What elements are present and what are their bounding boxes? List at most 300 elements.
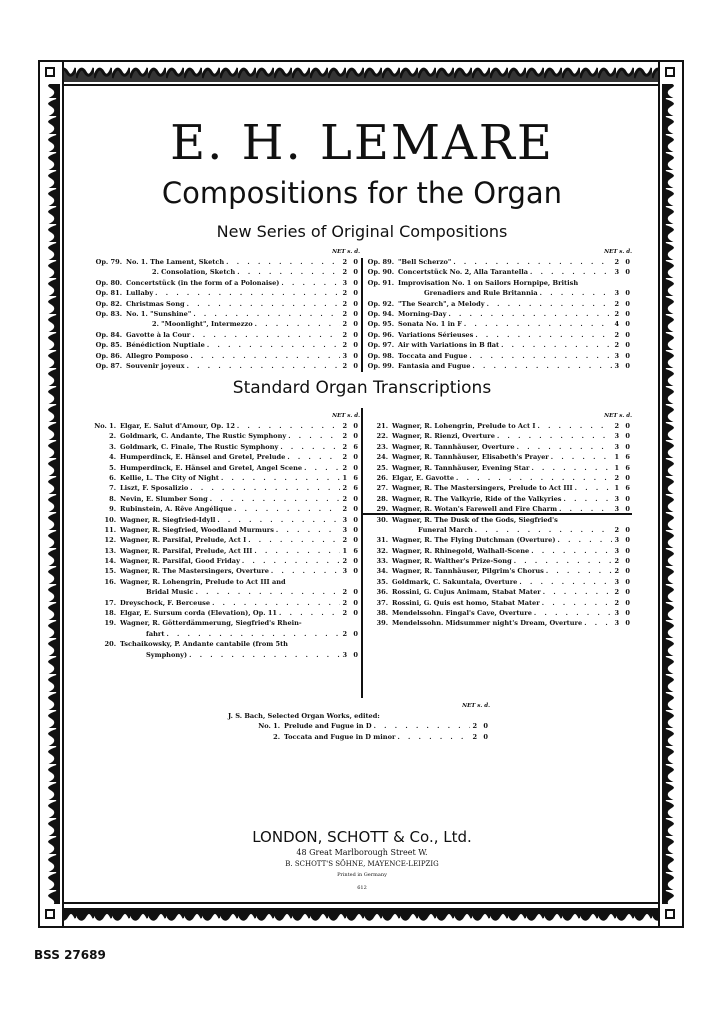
item-title: Fantasia and Fugue: [398, 361, 471, 370]
item-price: 3 0: [614, 432, 632, 441]
item-number: Op. 95.: [367, 320, 394, 329]
item-number: Op. 81.: [95, 289, 122, 298]
item-price: 2 0: [614, 525, 632, 534]
item-title: Wagner, R. Lohengrin, Prelude to Act III and: [120, 577, 286, 586]
item-number: 7.: [109, 484, 116, 493]
list-item: [366, 515, 632, 525]
item-title: Wagner, R. The Flying Dutchman (Overture): [392, 536, 556, 545]
border-bottom: [40, 902, 682, 926]
item-title: Air with Variations in B flat: [398, 341, 500, 350]
leader-dots: [212, 598, 340, 608]
item-number: No. 1.: [94, 421, 116, 430]
item-number: 32.: [376, 546, 388, 555]
item-title: Wagner, R. Siegfried-Idyll: [120, 515, 216, 524]
leader-dots: [469, 351, 612, 361]
leader-dots: [190, 483, 340, 493]
item-title: Tschaikowsky, P. Andante cantabile (from 5th: [120, 640, 288, 649]
leader-dots: [237, 267, 340, 277]
list-item: [94, 546, 360, 556]
item-price: 2 0: [614, 598, 632, 607]
list-item: [92, 309, 360, 319]
item-title: Toccata and Fugue in D minor: [284, 732, 396, 741]
item-number: 12.: [104, 536, 116, 545]
publisher-name: LONDON, SCHOTT & Co., Ltd.: [252, 828, 472, 846]
leader-dots: [472, 361, 612, 371]
list-item: [364, 309, 632, 319]
item-title: Dreyschock, F. Berceuse: [120, 598, 211, 607]
item-number: Op. 87.: [95, 361, 122, 370]
item-number: Op. 82.: [95, 299, 122, 308]
item-number: 25.: [376, 463, 388, 472]
item-price: 3 0: [614, 609, 632, 618]
list-item: [364, 299, 632, 309]
item-number: Op. 97.: [367, 341, 394, 350]
leader-dots: [217, 515, 340, 525]
item-price: 3 0: [342, 567, 360, 576]
item-number: 9.: [109, 505, 116, 514]
item-title: Grenadiers and Rule Britannia: [424, 289, 538, 298]
item-number: 31.: [376, 536, 388, 545]
item-title: Wagner, R. Parsifal, Good Friday: [120, 557, 240, 566]
leader-dots: [540, 288, 612, 298]
item-price: 2 0: [472, 732, 490, 741]
item-price: 2 0: [342, 557, 360, 566]
item-title: Rubinstein, A. Rêve Angélique: [120, 505, 233, 514]
item-price: 3 0: [342, 515, 360, 524]
list-item: [94, 598, 360, 608]
item-title: Improvisation No. 1 on Sailors Hornpipe, British: [398, 278, 579, 287]
item-title: Wagner, R. Lohengrin, Prelude to Act I: [392, 421, 536, 430]
list-item: [92, 351, 360, 361]
item-price: 3 0: [614, 268, 632, 277]
item-number: No. 1.: [258, 722, 280, 731]
leader-dots: [464, 319, 612, 329]
list-item: [92, 257, 360, 267]
item-number: 33.: [376, 557, 388, 566]
item-price: 2 0: [614, 473, 632, 482]
item-price: 2 0: [614, 299, 632, 308]
item-title: Wagner, R. Tannhäuser, Overture: [392, 442, 515, 451]
item-price: 2 0: [342, 463, 360, 472]
transcriptions-right: [366, 412, 632, 629]
leader-dots: [453, 257, 612, 267]
leader-dots: [497, 431, 612, 441]
list-item: [366, 577, 632, 587]
list-item: [94, 587, 360, 597]
item-price: 2 0: [342, 341, 360, 350]
item-number: 17.: [104, 598, 116, 607]
list-item: [366, 494, 632, 504]
item-price: 3 0: [614, 351, 632, 360]
list-item: [366, 452, 632, 462]
corner-ornament: [660, 904, 682, 926]
price-header: NET s. d.: [332, 413, 360, 419]
leader-dots: [537, 421, 612, 431]
item-price: 3 0: [614, 361, 632, 370]
list-item: [364, 351, 632, 361]
item-title: Elgar, E. Gavotte: [392, 473, 455, 482]
publisher-affiliate: B. SCHOTT'S SÖHNE, MAYENCE-LEIPZIG: [285, 860, 439, 868]
item-number: Op. 86.: [95, 351, 122, 360]
item-title: Wagner, R. The Dusk of the Gods, Siegfried's: [392, 515, 558, 524]
list-item: [94, 629, 360, 639]
list-item: [92, 288, 360, 298]
list-item: [94, 463, 360, 473]
item-number: 6.: [109, 473, 116, 482]
leader-dots: [254, 546, 340, 556]
item-title: Allegro Pomposo: [126, 351, 189, 360]
item-number: 22.: [376, 432, 388, 441]
list-item: [92, 340, 360, 350]
item-price: 2 6: [342, 484, 360, 493]
item-title: Christmas Song: [126, 299, 185, 308]
plate-number: 612: [357, 885, 367, 891]
item-price: 3 0: [342, 525, 360, 534]
leader-dots: [207, 340, 340, 350]
list-item: [366, 483, 632, 493]
list-item: [94, 577, 360, 587]
leader-dots: [546, 566, 612, 576]
item-price: 3 0: [614, 505, 632, 514]
item-price: 2 0: [614, 421, 632, 430]
leader-dots: [226, 257, 340, 267]
item-price: 4 0: [614, 320, 632, 329]
price-header: NET s. d.: [604, 249, 632, 255]
price-header: NET s. d.: [332, 249, 360, 255]
corner-ornament: [660, 62, 682, 84]
leader-dots: [475, 330, 612, 340]
item-number: 2.: [273, 732, 280, 741]
border-top: [40, 62, 682, 86]
list-item: [94, 421, 360, 431]
leader-dots: [196, 587, 340, 597]
original-compositions-right: [364, 248, 632, 371]
item-number: 5.: [109, 463, 116, 472]
item-price: 2 0: [614, 330, 632, 339]
item-price: 2 0: [342, 421, 360, 430]
column-divider: [361, 408, 363, 698]
item-title: Mendelssohn. Midsummer night's Dream, Overture: [392, 619, 583, 628]
item-price: 2 0: [342, 598, 360, 607]
list-item: [366, 556, 632, 566]
leader-dots: [304, 463, 340, 473]
item-number: 2.: [109, 432, 116, 441]
leader-dots: [543, 587, 612, 597]
printed-note: Printed in Germany: [337, 872, 387, 878]
leader-dots: [514, 556, 612, 566]
item-number: Op. 85.: [95, 341, 122, 350]
list-item: [366, 473, 632, 483]
item-price: 2 0: [614, 309, 632, 318]
list-item: [92, 319, 360, 329]
item-number: Op. 84.: [95, 330, 122, 339]
list-item: [94, 556, 360, 566]
item-title: Nevin, E. Slumber Song: [120, 494, 208, 503]
item-title: Funeral March: [418, 525, 473, 534]
item-title: Gavotte à la Cour: [126, 330, 191, 339]
item-title: Goldmark, C. Andante, The Rustic Symphony: [120, 432, 287, 441]
item-title: Mendelssohn. Fingal's Cave, Overture: [392, 609, 532, 618]
leader-dots: [193, 309, 340, 319]
item-title: Symphony): [146, 650, 188, 659]
item-price: 3 0: [342, 650, 360, 659]
item-title: Liszt, F. Sposalizio: [120, 484, 189, 493]
item-number: 39.: [376, 619, 388, 628]
list-item: [366, 566, 632, 576]
item-title: Prelude and Fugue in D: [284, 722, 372, 731]
item-title: Wagner, R. Siegfried, Woodland Murmurs: [120, 525, 274, 534]
item-number: 20.: [104, 640, 116, 649]
leader-dots: [187, 299, 340, 309]
item-price: 1 6: [614, 484, 632, 493]
item-title: 2. Consolation, Sketch: [152, 268, 236, 277]
list-item: [366, 587, 632, 597]
item-price: 2 0: [342, 268, 360, 277]
list-item: [228, 721, 490, 731]
item-number: 16.: [104, 577, 116, 586]
item-price: 3 0: [342, 278, 360, 287]
transcriptions-left: [94, 412, 360, 660]
item-title: No. 1. The Lament, Sketch: [126, 257, 225, 266]
list-item: [364, 278, 632, 288]
item-title: Wagner, R. The Valkyrie, Ride of the Valkyries: [392, 494, 562, 503]
list-item: [364, 257, 632, 267]
item-number: 3.: [109, 442, 116, 451]
leader-dots: [448, 309, 612, 319]
list-item: [92, 361, 360, 371]
item-price: 2 0: [614, 557, 632, 566]
original-compositions-left: [92, 248, 360, 371]
list-item: [366, 463, 632, 473]
leader-dots: [475, 525, 612, 535]
leader-dots: [530, 267, 612, 277]
item-price: 3 0: [614, 577, 632, 586]
item-number: 35.: [376, 577, 388, 586]
item-price: 3 0: [614, 536, 632, 545]
item-number: Op. 89.: [367, 257, 394, 266]
item-price: 2 0: [342, 629, 360, 638]
item-number: 14.: [104, 557, 116, 566]
list-item: [364, 340, 632, 350]
column-divider: [361, 258, 363, 372]
item-number: 24.: [376, 453, 388, 462]
leader-dots: [287, 452, 340, 462]
list-item: [94, 515, 360, 525]
item-price: 2 0: [342, 289, 360, 298]
item-title: Wagner, R. Götterdämmerung, Siegfried's Rhein-: [120, 619, 302, 628]
list-item: [94, 535, 360, 545]
item-title: Rossini, G. Cujus Animam, Stabat Mater: [392, 588, 541, 597]
item-price: 2 0: [342, 536, 360, 545]
item-title: Concertstück (in the form of a Polonaise): [126, 278, 280, 287]
item-number: 34.: [376, 567, 388, 576]
item-price: 2 0: [342, 257, 360, 266]
list-item: [364, 288, 632, 298]
leader-dots: [237, 421, 340, 431]
item-price: 2 0: [342, 330, 360, 339]
list-item: [94, 452, 360, 462]
list-item: [94, 650, 360, 660]
leader-dots: [584, 618, 612, 628]
list-item: [94, 639, 360, 649]
list-item: [92, 330, 360, 340]
item-price: 3 0: [614, 494, 632, 503]
item-price: 2 0: [614, 341, 632, 350]
list-item: [366, 598, 632, 608]
item-title: Elgar, E. Salut d'Amour, Op. 12: [120, 421, 235, 430]
item-number: Op. 96.: [367, 330, 394, 339]
leader-dots: [255, 319, 340, 329]
list-item: [366, 421, 632, 431]
leader-dots: [155, 288, 340, 298]
leader-dots: [551, 452, 612, 462]
leader-dots: [281, 278, 340, 288]
item-number: 29.: [376, 505, 388, 514]
item-number: Op. 92.: [367, 299, 394, 308]
leader-dots: [276, 525, 340, 535]
list-item: [364, 330, 632, 340]
leader-dots: [501, 340, 612, 350]
leader-dots: [519, 577, 612, 587]
list-item: [228, 732, 490, 742]
item-title: Goldmark, C. Sakuntala, Overture: [392, 577, 518, 586]
item-price: 2 0: [342, 361, 360, 370]
item-title: Humperdinck, E. Hänsel and Gretel, Prelude: [120, 453, 286, 462]
leader-dots: [189, 650, 340, 660]
list-item: [366, 431, 632, 441]
item-title: Elgar, E. Sursum corda (Elevation), Op. 11: [120, 609, 278, 618]
leader-dots: [288, 431, 340, 441]
list-item: [94, 442, 360, 452]
item-price: 2 0: [342, 432, 360, 441]
leader-dots: [190, 351, 340, 361]
item-title: Bénédiction Nuptiale: [126, 341, 205, 350]
item-number: 21.: [376, 421, 388, 430]
composer-name: E. H. LEMARE: [170, 115, 554, 171]
item-title: Wagner, R. Parsifal, Prelude, Act III: [120, 546, 253, 555]
price-header: NET s. d.: [604, 413, 632, 419]
item-title: Rossini, G. Quis est homo, Stabat Mater: [392, 598, 540, 607]
item-number: Op. 83.: [95, 309, 122, 318]
item-number: 36.: [376, 588, 388, 597]
list-item: [366, 618, 632, 628]
item-title: Variations Sérieuses: [398, 330, 474, 339]
leader-dots: [557, 535, 612, 545]
list-item: [366, 608, 632, 618]
leader-dots: [192, 330, 340, 340]
leader-dots: [517, 442, 612, 452]
item-price: 1 6: [614, 463, 632, 472]
item-title: Wagner, R. Tannhäuser, Elisabeth's Prayer: [392, 453, 549, 462]
item-price: 3 0: [614, 289, 632, 298]
item-price: 1 6: [342, 473, 360, 482]
list-item: [94, 473, 360, 483]
corner-ornament: [40, 904, 62, 926]
item-title: Souvenir joyeux: [126, 361, 185, 370]
item-title: Wagner, R. Rienzi, Overture: [392, 432, 495, 441]
price-header: NET s. d.: [462, 703, 490, 709]
list-item: [364, 267, 632, 277]
catalog-number: BSS 27689: [34, 948, 106, 962]
item-price: 2 0: [614, 567, 632, 576]
item-number: 37.: [376, 598, 388, 607]
item-title: Wagner, R. Tannhäuser, Evening Star: [392, 463, 530, 472]
leader-dots: [280, 442, 340, 452]
leader-dots: [248, 535, 340, 545]
item-title: fahrt: [146, 629, 165, 638]
item-price: 2 0: [614, 257, 632, 266]
list-item: [366, 442, 632, 452]
item-price: 2 0: [342, 609, 360, 618]
item-number: 4.: [109, 453, 116, 462]
item-price: 1 6: [342, 546, 360, 555]
list-item: [94, 494, 360, 504]
item-price: 2 0: [342, 299, 360, 308]
list-item: [364, 361, 632, 371]
item-title: "The Search", a Melody: [398, 299, 485, 308]
publisher-address: 48 Great Marlborough Street W.: [296, 848, 428, 857]
leader-dots: [221, 473, 340, 483]
list-item: [92, 299, 360, 309]
item-title: Wagner, R. The Mastersingers, Overture: [120, 567, 269, 576]
page-title: Compositions for the Organ: [161, 176, 563, 210]
item-number: 10.: [104, 515, 116, 524]
item-title: 2. "Moonlight", Intermezzo: [152, 320, 253, 329]
list-item: [366, 546, 632, 556]
item-title: "Bell Scherzo": [398, 257, 452, 266]
item-price: 2 0: [342, 505, 360, 514]
leader-dots: [279, 608, 340, 618]
item-title: Wagner, R. Parsifal, Prelude, Act I: [120, 536, 247, 545]
item-title: Concertstück No. 2, Alla Tarantella: [398, 268, 528, 277]
item-title: Toccata and Fugue: [398, 351, 468, 360]
item-price: 2 0: [472, 722, 490, 731]
list-item: [94, 431, 360, 441]
bach-works: [228, 702, 490, 742]
list-item: [94, 608, 360, 618]
item-number: Op. 98.: [367, 351, 394, 360]
item-number: Op. 91.: [367, 278, 394, 287]
bach-heading: J. S. Bach, Selected Organ Works, edited:: [228, 711, 380, 720]
item-title: Wagner, R. Rhinegold, Walhall-Scene: [392, 546, 530, 555]
item-number: 28.: [376, 494, 388, 503]
leader-dots: [456, 473, 612, 483]
item-price: 2 0: [342, 320, 360, 329]
item-price: 2 0: [342, 309, 360, 318]
item-title: Lullaby: [126, 289, 154, 298]
item-number: Op. 99.: [367, 361, 394, 370]
leader-dots: [374, 721, 470, 731]
item-title: Goldmark, C. Finale, The Rustic Symphony: [120, 442, 279, 451]
item-title: Wagner, R. Walther's Prize-Song: [392, 557, 512, 566]
item-number: Op. 90.: [367, 268, 394, 277]
list-item: [94, 525, 360, 535]
leader-dots: [575, 483, 612, 493]
list-item: [366, 525, 632, 535]
item-price: 3 0: [614, 619, 632, 628]
item-number: 23.: [376, 442, 388, 451]
item-number: 19.: [104, 619, 116, 628]
item-price: 3 0: [614, 546, 632, 555]
item-number: 15.: [104, 567, 116, 576]
leader-dots: [487, 299, 612, 309]
leader-dots: [166, 629, 340, 639]
item-title: Morning-Day: [398, 309, 447, 318]
item-number: Op. 94.: [367, 309, 394, 318]
item-number: Op. 79.: [95, 257, 122, 266]
leader-dots: [534, 608, 612, 618]
item-title: Humperdinck, E. Hänsel and Gretel, Angel Scene: [120, 463, 303, 472]
